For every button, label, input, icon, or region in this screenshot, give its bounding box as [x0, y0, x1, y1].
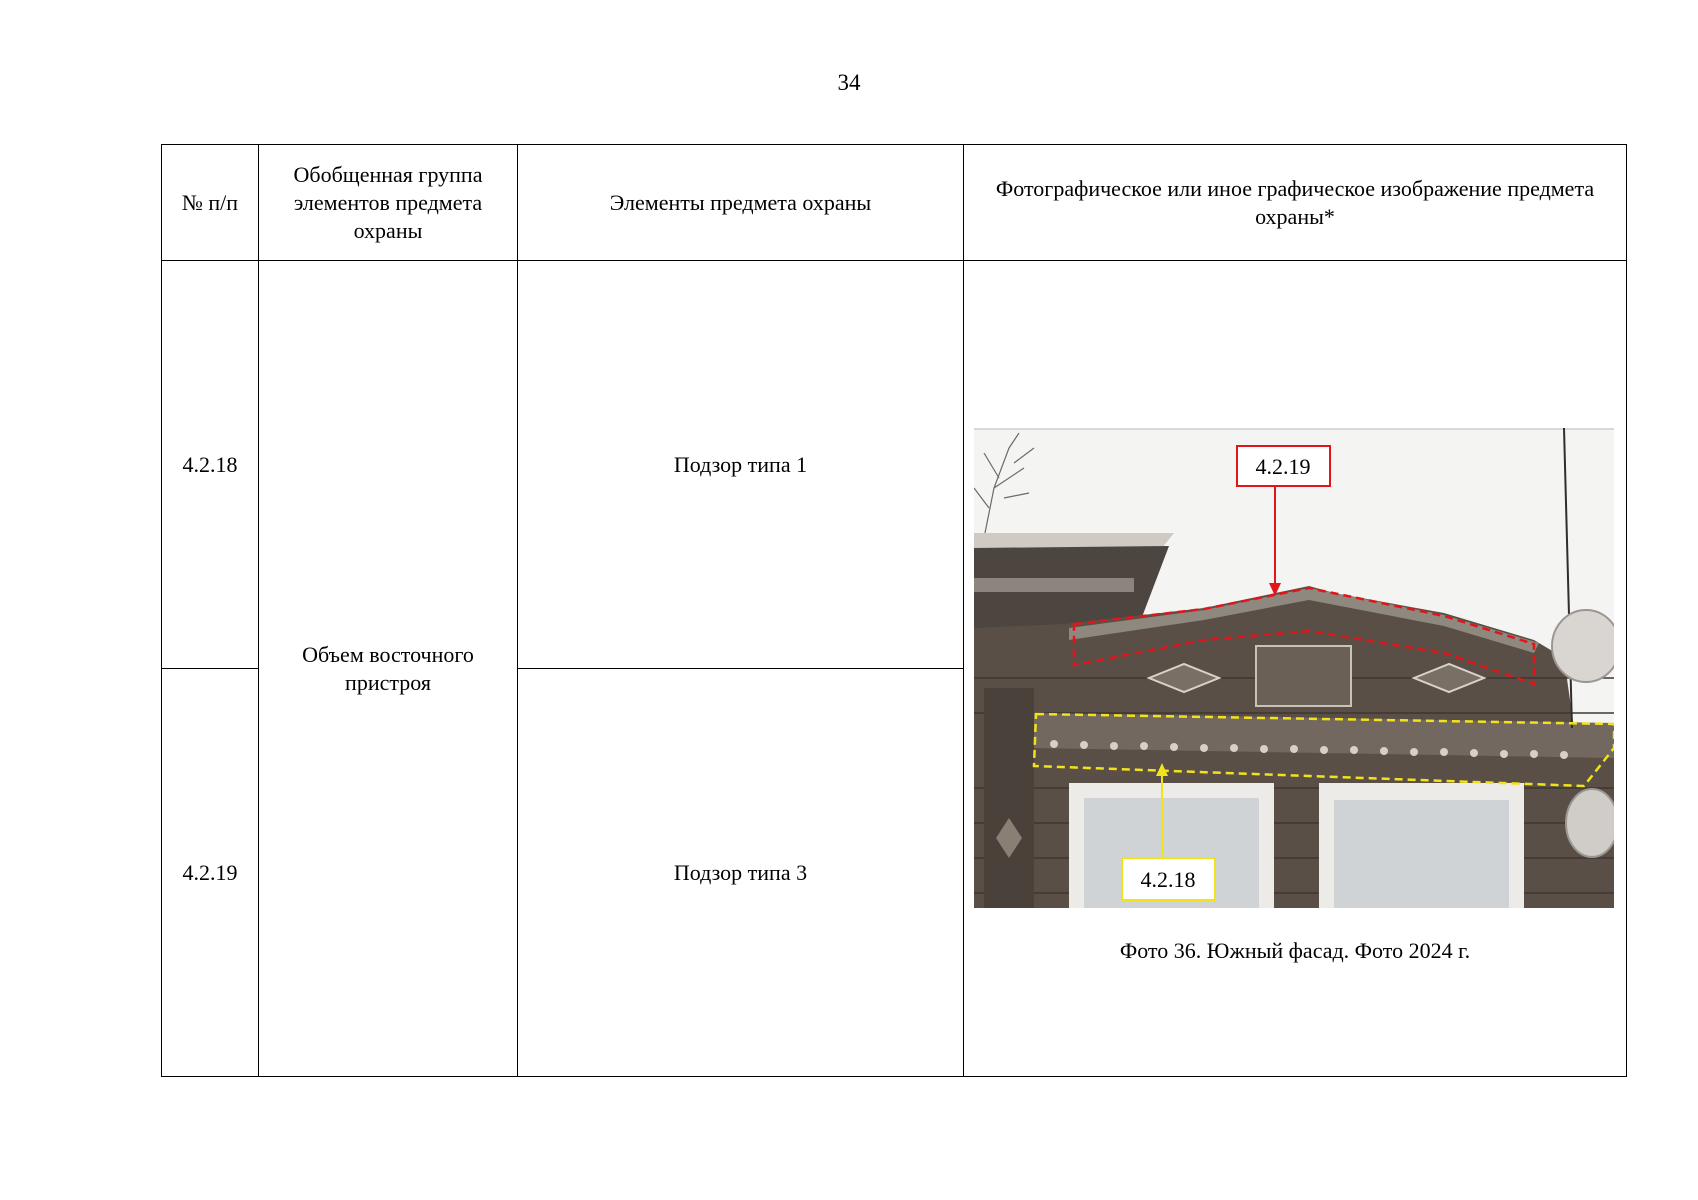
callout-label-bottom: 4.2.18 — [1140, 867, 1196, 892]
table-header-row — [162, 145, 1627, 261]
header-photo: Фотографическое или иное графическое изображение предмета охраны* — [964, 145, 1627, 261]
row-element-4-2-19: Подзор типа 3 — [518, 669, 964, 1077]
page-number: 34 — [837, 70, 861, 95]
header-group: Обобщенная группа элементов предмета охраны — [259, 145, 518, 261]
header-elements: Элементы предмета охраны — [518, 145, 964, 261]
facade-photo-image — [974, 428, 1614, 908]
row-num-4-2-18: 4.2.18 — [162, 261, 259, 669]
protection-table — [161, 144, 1627, 1077]
header-num: № п/п — [162, 145, 259, 261]
row-element-4-2-18: Подзор типа 1 — [518, 261, 964, 669]
photo-caption: Фото 36. Южный фасад. Фото 2024 г. — [1119, 938, 1471, 963]
callout-label-top: 4.2.19 — [1255, 454, 1311, 479]
facade-photo — [974, 428, 1614, 908]
photo-cell — [964, 261, 1627, 1077]
table-row — [162, 261, 1627, 669]
row-num-4-2-19: 4.2.19 — [162, 669, 259, 1077]
group-cell: Объем восточного пристроя — [259, 261, 518, 1077]
